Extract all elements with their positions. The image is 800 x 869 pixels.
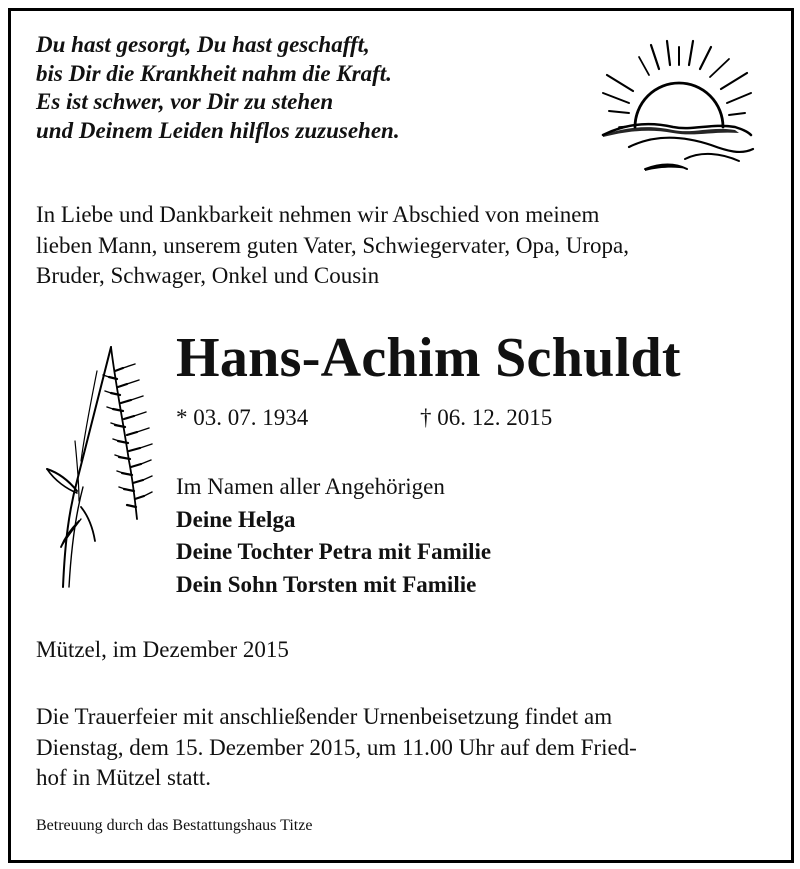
family-member: Deine Tochter Petra mit Familie bbox=[176, 539, 492, 564]
death-date: † 06. 12. 2015 bbox=[420, 405, 553, 430]
intro-line: In Liebe und Dankbarkeit nehmen wir Abschied von meinem bbox=[36, 202, 600, 227]
funeral-line: Die Trauerfeier mit anschließender Urnenbeisetzung findet am bbox=[36, 704, 613, 729]
funeral-line: Dienstag, dem 15. Dezember 2015, um 11.00 Uhr auf dem Fried- bbox=[36, 734, 637, 760]
funeral-home-note: Betreuung durch das Bestattungshaus Titze bbox=[36, 817, 313, 834]
obituary-notice bbox=[8, 8, 794, 863]
family-signatures bbox=[176, 471, 491, 601]
sunrise-over-hills-icon bbox=[589, 31, 759, 181]
intro-line: Bruder, Schwager, Onkel und Cousin bbox=[36, 263, 380, 288]
deceased-name: Hans-Achim Schuldt bbox=[176, 327, 681, 389]
wheat-ear-icon bbox=[39, 341, 163, 589]
poem-line: bis Dir die Krankheit nahm die Kraft. bbox=[36, 60, 392, 86]
intro-text bbox=[36, 200, 771, 292]
funeral-line: hof in Mützel statt. bbox=[36, 765, 212, 790]
poem-line: Es ist schwer, vor Dir zu stehen bbox=[36, 89, 334, 114]
family-heading: Im Namen aller Angehörigen bbox=[176, 474, 445, 499]
family-member: Deine Helga bbox=[176, 506, 296, 532]
birth-date: * 03. 07. 1934 bbox=[176, 405, 309, 430]
place-and-date: Mützel, im Dezember 2015 bbox=[36, 637, 289, 662]
poem-line: Du hast gesorgt, Du hast geschafft, bbox=[36, 32, 370, 57]
poem-line: und Deinem Leiden hilflos zuzusehen. bbox=[36, 117, 400, 143]
memorial-poem bbox=[36, 31, 400, 145]
funeral-notice bbox=[36, 702, 771, 794]
family-member: Dein Sohn Torsten mit Familie bbox=[176, 571, 477, 597]
intro-line: lieben Mann, unserem guten Vater, Schwiegervater, Opa, Uropa, bbox=[36, 232, 629, 258]
